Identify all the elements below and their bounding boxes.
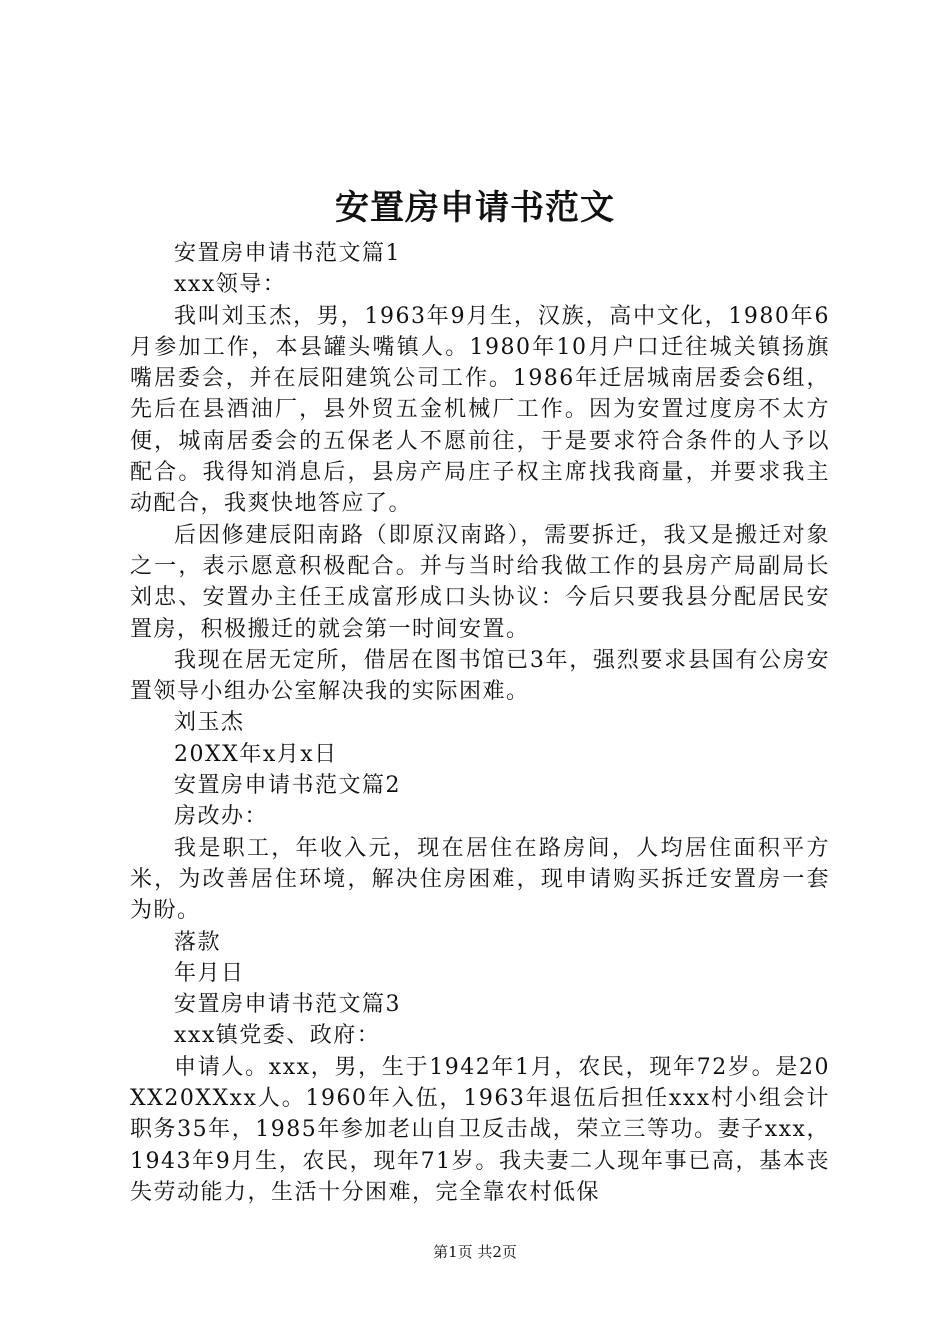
section-heading-3: 安置房申请书范文篇3 bbox=[174, 992, 401, 1018]
section-heading-2: 安置房申请书范文篇2 bbox=[174, 773, 401, 799]
salutation: 房改办： bbox=[174, 804, 269, 830]
body-paragraph: 申请人。xxx，男，生于1942年1月，农民，现年72岁。是20XX20XXxx人。1960年入伍，1963年退伍后担任xxx村小组会计职务35年，1985年参加老山自卫反击战，荣立三等功。妻子xxx，1943年9月生，农民，现年71岁。我夫妻二人现年事已高，基本丧失劳动能力，生活十分困难，完全靠农村低保 bbox=[130, 1054, 830, 1205]
signature: 落款 bbox=[174, 929, 222, 955]
body-paragraph: 我现在居无定所，借居在图书馆已3年，强烈要求县国有公房安置领导小组办公室解决我的实际困难。 bbox=[130, 647, 830, 705]
signature: 刘玉杰 bbox=[174, 710, 245, 736]
date-line: 20XX年x月x日 bbox=[174, 741, 338, 767]
document-title: 安置房申请书范文 bbox=[335, 188, 615, 228]
salutation: xxx镇党委、政府： bbox=[174, 1023, 381, 1049]
body-paragraph: 我叫刘玉杰，男，1963年9月生，汉族，高中文化，1980年6月参加工作，本县罐头嘴镇人。1980年10月户口迁往城关镇扬旗嘴居委会，并在辰阳建筑公司工作。1986年迁居城南居委会6组，先后在县酒油厂，县外贸五金机械厂工作。因为安置过度房不太方便，城南居委会的五保老人不愿前往，于是要求符合条件的人予以配合。我得知消息后，县房产局庄子权主席找我商量，并要求我主动配合，我爽快地答应了。 bbox=[130, 303, 830, 517]
body-paragraph: 后因修建辰阳南路（即原汉南路），需要拆迁，我又是搬迁对象之一，表示愿意积极配合。并与当时给我做工作的县房产局副局长刘忠、安置办主任王成富形成口头协议：今后只要我县分配居民安置房，积极搬迁的就会第一时间安置。 bbox=[130, 522, 830, 642]
document-body bbox=[130, 238, 830, 1208]
date-line: 年月日 bbox=[174, 960, 245, 986]
salutation: xxx领导： bbox=[174, 272, 287, 298]
section-heading-1: 安置房申请书范文篇1 bbox=[174, 241, 401, 266]
body-paragraph: 我是职工，年收入元，现在居住在路房间，人均居住面积平方米，为改善居住环境，解决住房困难，现申请购买拆迁安置房一套为盼。 bbox=[130, 835, 830, 924]
page-number-footer: 第1页 共2页 bbox=[433, 1243, 517, 1261]
